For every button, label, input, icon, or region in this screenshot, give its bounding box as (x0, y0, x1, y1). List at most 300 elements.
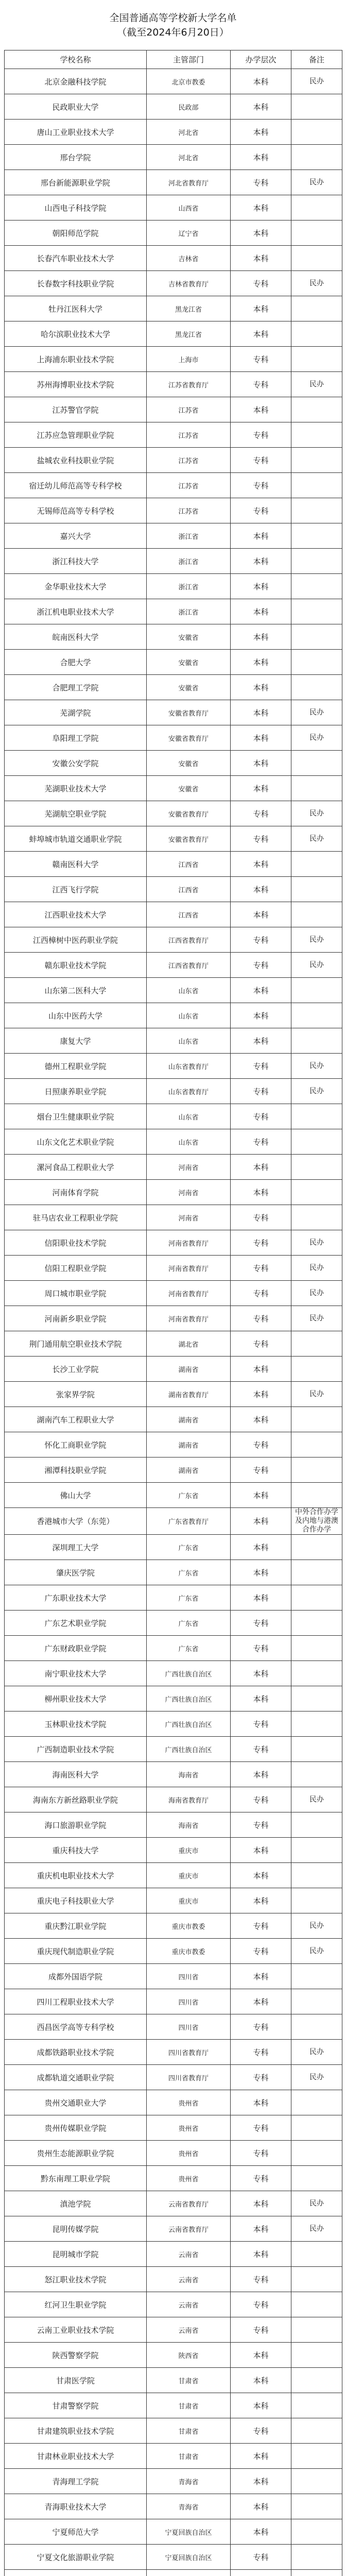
table-row (5, 2292, 342, 2317)
school-name-cell: 荆门通用航空职业技术学院 (5, 1331, 147, 1357)
authority-cell: 安徽省 (147, 751, 231, 776)
authority-cell: 重庆市 (147, 1838, 231, 1863)
school-name-cell: 成都外国语学院 (5, 1964, 147, 1989)
table-row (5, 1787, 342, 1812)
table-row (5, 549, 342, 574)
level-cell: 本科 (231, 1028, 291, 1054)
level-cell: 本科 (231, 751, 291, 776)
authority-cell: 宁夏回族自治区 (147, 2519, 231, 2545)
note-cell (291, 1560, 342, 1585)
school-name-cell: 怀化工商职业学院 (5, 1432, 147, 1458)
authority-cell: 四川省 (147, 1964, 231, 1989)
note-cell (291, 473, 342, 498)
note-cell (291, 221, 342, 246)
note-cell: 民办 (291, 1913, 342, 1939)
level-cell: 专科 (231, 1737, 291, 1762)
school-name-cell: 山西电子科技学院 (5, 195, 147, 221)
table-row (5, 2494, 342, 2519)
note-cell (291, 1711, 342, 1737)
table-row (5, 1964, 342, 1989)
school-name-cell: 青海职业技术大学 (5, 2494, 147, 2519)
level-cell: 本科 (231, 2242, 291, 2267)
table-row (5, 2014, 342, 2040)
school-name-cell: 山东第二医科大学 (5, 978, 147, 1003)
authority-cell: 甘肃省 (147, 2444, 231, 2469)
table-row (5, 725, 342, 751)
table-row (5, 2090, 342, 2115)
table-row (5, 1812, 342, 1838)
authority-cell: 浙江省 (147, 574, 231, 599)
authority-cell: 辽宁省 (147, 221, 231, 246)
level-cell: 专科 (231, 473, 291, 498)
authority-cell: 河南省 (147, 1205, 231, 1230)
school-name-cell: 广西制造职业技术学院 (5, 1737, 147, 1762)
school-name-cell: 昆明城市学院 (5, 2242, 147, 2267)
authority-cell: 黑龙江省 (147, 296, 231, 321)
school-name-cell: 哈尔滨职业技术大学 (5, 321, 147, 347)
school-name-cell: 河南体育学院 (5, 1180, 147, 1205)
school-name-cell: 唐山工业职业技术大学 (5, 120, 147, 145)
authority-cell: 江西省教育厅 (147, 927, 231, 953)
school-name-cell: 甘肃建筑职业技术学院 (5, 2418, 147, 2444)
school-name-cell: 金华职业技术大学 (5, 574, 147, 599)
level-cell: 本科 (231, 1989, 291, 2014)
note-cell: 民办 (291, 170, 342, 195)
level-cell: 本科 (231, 523, 291, 549)
level-cell: 本科 (231, 1407, 291, 1432)
note-cell (291, 1964, 342, 1989)
school-name-cell: 合肥大学 (5, 650, 147, 675)
school-name-cell: 河南新乡职业学院 (5, 1306, 147, 1331)
authority-cell: 江苏省 (147, 498, 231, 523)
level-cell: 专科 (231, 1230, 291, 1256)
authority-cell: 河南省教育厅 (147, 1230, 231, 1256)
school-name-cell: 甘肃林业职业技术大学 (5, 2444, 147, 2469)
table-row (5, 1888, 342, 1913)
authority-cell: 青海省 (147, 2469, 231, 2494)
level-cell: 本科 (231, 296, 291, 321)
level-cell: 本科 (231, 1508, 291, 1535)
level-cell: 专科 (231, 347, 291, 372)
authority-cell: 江西省教育厅 (147, 953, 231, 978)
authority-cell: 广东省 (147, 1636, 231, 1661)
note-cell: 民办 (291, 1382, 342, 1407)
note-cell (291, 2242, 342, 2267)
note-cell (291, 2418, 342, 2444)
school-name-cell: 无锡师范高等专科学校 (5, 498, 147, 523)
note-cell (291, 2115, 342, 2141)
authority-cell: 广东省 (147, 1611, 231, 1636)
authority-cell: 江苏省教育厅 (147, 372, 231, 397)
authority-cell: 贵州省 (147, 2115, 231, 2141)
level-cell: 本科 (231, 599, 291, 624)
table-row (5, 1331, 342, 1357)
school-name-cell: 昆明传媒学院 (5, 2216, 147, 2242)
table-row (5, 1180, 342, 1205)
table-row (5, 1939, 342, 1964)
level-cell: 专科 (231, 1432, 291, 1458)
authority-cell: 海南省 (147, 1812, 231, 1838)
table-row (5, 1686, 342, 1711)
table-row (5, 2191, 342, 2216)
school-name-cell: 甘肃医学院 (5, 2368, 147, 2393)
note-cell (291, 2444, 342, 2469)
level-cell: 专科 (231, 1939, 291, 1964)
school-name-cell: 皖南医科大学 (5, 624, 147, 650)
level-cell: 本科 (231, 1535, 291, 1560)
authority-cell: 贵州省 (147, 2166, 231, 2191)
authority-cell: 广西壮族自治区 (147, 1661, 231, 1686)
authority-cell: 海南省教育厅 (147, 1787, 231, 1812)
authority-cell: 广西壮族自治区 (147, 1686, 231, 1711)
level-cell: 专科 (231, 1787, 291, 1812)
table-row (5, 195, 342, 221)
level-cell: 专科 (231, 2267, 291, 2292)
level-cell: 本科 (231, 650, 291, 675)
table-row (5, 1129, 342, 1155)
school-name-cell: 重庆机电职业技术大学 (5, 1863, 147, 1888)
note-cell (291, 1331, 342, 1357)
level-cell: 专科 (231, 1458, 291, 1483)
authority-cell: 云南省教育厅 (147, 2191, 231, 2216)
note-cell (291, 246, 342, 271)
level-cell (231, 2570, 291, 2576)
authority-cell: 山东省 (147, 1129, 231, 1155)
note-cell (291, 2090, 342, 2115)
school-name-cell: 周口城市职业学院 (5, 1281, 147, 1306)
table-row (5, 2519, 342, 2545)
authority-cell: 北京市教委 (147, 69, 231, 94)
level-cell: 本科 (231, 2393, 291, 2418)
level-cell: 专科 (231, 2545, 291, 2570)
table-row (5, 599, 342, 624)
table-row (5, 574, 342, 599)
school-name-cell: 江西樟树中医药职业学院 (5, 927, 147, 953)
authority-cell: 浙江省 (147, 523, 231, 549)
table-row (5, 751, 342, 776)
level-cell: 本科 (231, 1686, 291, 1711)
table-row (5, 120, 342, 145)
authority-cell: 安徽省教育厅 (147, 826, 231, 852)
level-cell: 专科 (231, 1079, 291, 1104)
table-row (5, 2267, 342, 2292)
school-name-cell: 玉林职业技术学院 (5, 1711, 147, 1737)
note-cell: 民办 (291, 953, 342, 978)
table-row (5, 2166, 342, 2191)
school-name-cell: 德州工程职业学院 (5, 1054, 147, 1079)
authority-cell: 江苏省 (147, 397, 231, 422)
authority-cell: 山东省教育厅 (147, 1054, 231, 1079)
level-cell: 本科 (231, 1661, 291, 1686)
note-cell (291, 751, 342, 776)
level-cell: 本科 (231, 1888, 291, 1913)
authority-cell: 云南省教育厅 (147, 2216, 231, 2242)
note-cell (291, 1483, 342, 1508)
level-cell: 专科 (231, 422, 291, 448)
authority-cell: 云南省 (147, 2267, 231, 2292)
table-row (5, 2115, 342, 2141)
note-cell: 民办 (291, 826, 342, 852)
authority-cell: 四川省教育厅 (147, 2040, 231, 2065)
school-name-cell: 盐城农业科技职业学院 (5, 448, 147, 473)
level-cell: 本科 (231, 1560, 291, 1585)
authority-cell: 安徽省 (147, 650, 231, 675)
note-cell: 民办 (291, 2191, 342, 2216)
note-cell (291, 2494, 342, 2519)
table-row (5, 1458, 342, 1483)
table-row (5, 953, 342, 978)
school-name-cell: 贵州交通职业大学 (5, 2090, 147, 2115)
authority-cell: 黑龙江省 (147, 321, 231, 347)
level-cell: 本科 (231, 725, 291, 751)
school-name-cell: 信阳工程职业学院 (5, 1256, 147, 1281)
note-cell (291, 2545, 342, 2570)
authority-cell: 浙江省 (147, 549, 231, 574)
school-name-cell: 阜阳理工学院 (5, 725, 147, 751)
page-title: 全国普通高等学校新大学名单 (109, 12, 237, 24)
note-cell: 民办 (291, 2040, 342, 2065)
authority-cell: 安徽省 (147, 624, 231, 650)
level-cell: 专科 (231, 1812, 291, 1838)
authority-cell: 河南省 (147, 1155, 231, 1180)
note-cell (291, 1458, 342, 1483)
header-school-name: 学校名称 (5, 50, 147, 69)
table-row (5, 2444, 342, 2469)
note-cell (291, 2368, 342, 2393)
school-name-cell: 浙江科技大学 (5, 549, 147, 574)
authority-cell: 山东省教育厅 (147, 1079, 231, 1104)
note-cell (291, 1989, 342, 2014)
authority-cell: 江苏省 (147, 473, 231, 498)
authority-cell: 湖南省 (147, 1407, 231, 1432)
note-cell (291, 397, 342, 422)
note-cell (291, 1028, 342, 1054)
table-row (5, 498, 342, 523)
table-row (5, 2040, 342, 2065)
note-cell: 民办 (291, 2065, 342, 2090)
note-cell (291, 902, 342, 927)
table-row (5, 69, 342, 94)
school-name-cell: 红河卫生职业学院 (5, 2292, 147, 2317)
school-name-cell: 烟台卫生健康职业学院 (5, 1104, 147, 1129)
school-name-cell: 青海理工学院 (5, 2469, 147, 2494)
level-cell: 本科 (231, 397, 291, 422)
note-cell: 民办 (291, 725, 342, 751)
level-cell: 专科 (231, 927, 291, 953)
level-cell: 本科 (231, 2343, 291, 2368)
school-name-cell: 长春数字科技职业学院 (5, 271, 147, 296)
table-row (5, 624, 342, 650)
note-cell (291, 1812, 342, 1838)
authority-cell: 云南省 (147, 2242, 231, 2267)
authority-cell: 江西省 (147, 852, 231, 877)
authority-cell: 河北省教育厅 (147, 170, 231, 195)
header-level: 办学层次 (231, 50, 291, 69)
note-cell (291, 2519, 342, 2545)
note-cell (291, 1863, 342, 1888)
table-row (5, 1432, 342, 1458)
level-cell: 专科 (231, 1054, 291, 1079)
school-name-cell: 重庆科技大学 (5, 1838, 147, 1863)
table-row (5, 675, 342, 700)
authority-cell: 河南省教育厅 (147, 1256, 231, 1281)
authority-cell: 民政部 (147, 94, 231, 120)
level-cell: 专科 (231, 1711, 291, 1737)
level-cell: 本科 (231, 1483, 291, 1508)
table-row (5, 221, 342, 246)
school-name-cell: 重庆现代制造职业学院 (5, 1939, 147, 1964)
level-cell: 本科 (231, 321, 291, 347)
note-cell (291, 296, 342, 321)
table-row (5, 902, 342, 927)
authority-cell: 上海市 (147, 347, 231, 372)
table-row (5, 1079, 342, 1104)
table-row (5, 776, 342, 801)
note-cell (291, 1180, 342, 1205)
table-header-row (5, 50, 342, 69)
table-row (5, 1003, 342, 1028)
note-cell (291, 1003, 342, 1028)
level-cell: 专科 (231, 1306, 291, 1331)
level-cell: 专科 (231, 448, 291, 473)
table-row (5, 1711, 342, 1737)
school-name-cell: 海南医科大学 (5, 1762, 147, 1787)
authority-cell: 甘肃省 (147, 2368, 231, 2393)
level-cell: 本科 (231, 2519, 291, 2545)
level-cell: 专科 (231, 2065, 291, 2090)
note-cell: 民办 (291, 372, 342, 397)
school-name-cell: 江苏应急管理职业学院 (5, 422, 147, 448)
table-row (5, 1508, 342, 1535)
note-cell: 民办 (291, 2216, 342, 2242)
authority-cell: 安徽省教育厅 (147, 801, 231, 826)
table-row (5, 271, 342, 296)
note-cell (291, 120, 342, 145)
level-cell: 专科 (231, 170, 291, 195)
table-body (5, 69, 342, 2576)
note-cell (291, 1888, 342, 1913)
table-row (5, 877, 342, 902)
authority-cell: 山东省 (147, 1028, 231, 1054)
table-row (5, 1560, 342, 1585)
table-row (5, 2570, 342, 2576)
level-cell: 专科 (231, 2040, 291, 2065)
authority-cell: 广东省教育厅 (147, 1508, 231, 1535)
level-cell: 本科 (231, 776, 291, 801)
page-subtitle: （截至2024年6月20日） (117, 26, 229, 38)
school-name-cell: 海口旅游职业学院 (5, 1812, 147, 1838)
table-row (5, 927, 342, 953)
level-cell: 本科 (231, 1003, 291, 1028)
table-row (5, 1155, 342, 1180)
table-row (5, 1306, 342, 1331)
authority-cell: 安徽省教育厅 (147, 725, 231, 751)
level-cell: 专科 (231, 953, 291, 978)
note-cell (291, 624, 342, 650)
authority-cell: 云南省 (147, 2317, 231, 2343)
level-cell: 本科 (231, 624, 291, 650)
note-cell (291, 1129, 342, 1155)
note-cell: 民办 (291, 801, 342, 826)
authority-cell: 广东省 (147, 1585, 231, 1611)
level-cell: 本科 (231, 2368, 291, 2393)
level-cell: 本科 (231, 1382, 291, 1407)
authority-cell: 甘肃省 (147, 2393, 231, 2418)
school-name-cell: 信阳职业技术学院 (5, 1230, 147, 1256)
school-name-cell: 日照康养职业学院 (5, 1079, 147, 1104)
note-cell (291, 347, 342, 372)
note-cell: 民办 (291, 1079, 342, 1104)
note-cell (291, 2141, 342, 2166)
school-name-cell: 甘肃警察学院 (5, 2393, 147, 2418)
authority-cell: 重庆市教委 (147, 1913, 231, 1939)
authority-cell: 河南省 (147, 1180, 231, 1205)
note-cell: 民办 (291, 1939, 342, 1964)
authority-cell: 广西壮族自治区 (147, 1711, 231, 1737)
school-name-cell: 宁夏文化旅游职业学院 (5, 2545, 147, 2570)
authority-cell: 安徽省教育厅 (147, 700, 231, 725)
note-cell (291, 549, 342, 574)
authority-cell: 浙江省 (147, 599, 231, 624)
note-cell (291, 448, 342, 473)
school-name-cell: 柳州职业技术大学 (5, 1686, 147, 1711)
note-cell (291, 1737, 342, 1762)
table-row (5, 422, 342, 448)
table-row (5, 2393, 342, 2418)
level-cell: 专科 (231, 2292, 291, 2317)
table-row (5, 397, 342, 422)
level-cell: 专科 (231, 1611, 291, 1636)
table-row (5, 1636, 342, 1661)
note-cell: 民办 (291, 1054, 342, 1079)
level-cell: 本科 (231, 902, 291, 927)
header-authority: 主管部门 (147, 50, 231, 69)
school-name-cell: 海南东方新丝路职业学院 (5, 1787, 147, 1812)
authority-cell: 河北省 (147, 120, 231, 145)
table-row (5, 801, 342, 826)
note-cell (291, 195, 342, 221)
level-cell: 本科 (231, 69, 291, 94)
authority-cell: 山东省 (147, 1003, 231, 1028)
note-cell (291, 321, 342, 347)
school-name-cell: 驻马店农业工程职业学院 (5, 1205, 147, 1230)
note-cell: 民办 (291, 700, 342, 725)
authority-cell: 四川省教育厅 (147, 2065, 231, 2090)
note-cell (291, 145, 342, 170)
note-cell (291, 1636, 342, 1661)
level-cell: 专科 (231, 498, 291, 523)
table-row (5, 1838, 342, 1863)
note-cell (291, 599, 342, 624)
school-name-cell: 广东职业技术大学 (5, 1585, 147, 1611)
school-name-cell: 滇池学院 (5, 2191, 147, 2216)
authority-cell: 江西省 (147, 902, 231, 927)
table-row (5, 1585, 342, 1611)
authority-cell: 海南省 (147, 1762, 231, 1787)
authority-cell: 广东省 (147, 1483, 231, 1508)
authority-cell: 湖南省 (147, 1357, 231, 1382)
authority-cell (147, 2570, 231, 2576)
school-name-cell: 上海浦东职业技术学院 (5, 347, 147, 372)
school-name-cell: 朝阳师范学院 (5, 221, 147, 246)
level-cell: 本科 (231, 221, 291, 246)
authority-cell: 湖南省 (147, 1432, 231, 1458)
level-cell: 本科 (231, 145, 291, 170)
table-row (5, 473, 342, 498)
school-name-cell: 陕西警察学院 (5, 2343, 147, 2368)
note-cell: 民办 (291, 1256, 342, 1281)
note-cell (291, 1585, 342, 1611)
